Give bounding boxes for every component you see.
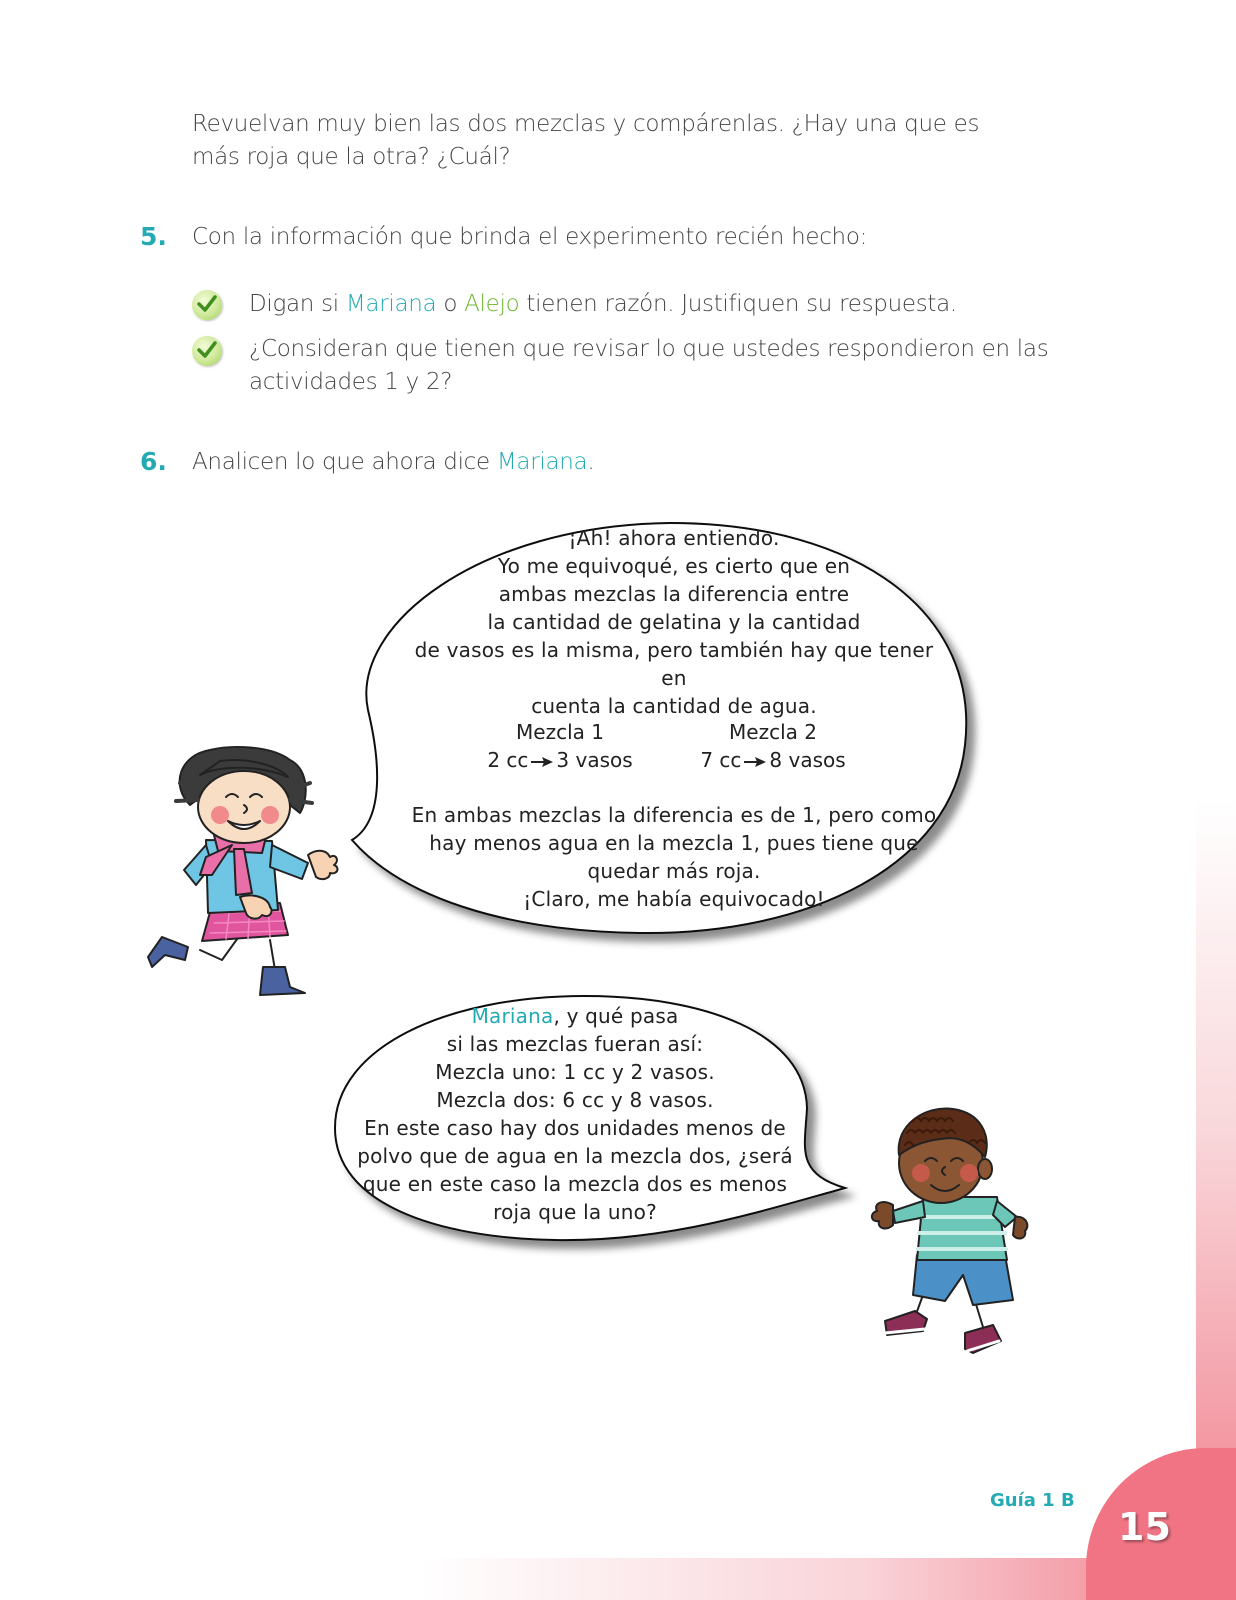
item-5-bullet-1: Digan si Mariana o Alejo tienen razón. Justifiquen su respuesta. xyxy=(249,291,957,317)
item-5-number: 5. xyxy=(140,222,167,251)
mixture-1: Mezcla 1 2 cc 3 vasos xyxy=(487,720,633,772)
bubble-2-text: Mariana, y qué pasa si las mezclas fueran así: Mezcla uno: 1 cc y 2 vasos. Mezcla dos: 6 cc y 8 vasos. En este caso hay dos unidades menos de polvo que de agua en la mezcla dos, ¿será que en este caso la mezcla dos es menos roja que la uno? xyxy=(357,1004,793,1224)
item-6-number: 6. xyxy=(140,447,167,476)
girl-illustration xyxy=(140,745,360,1000)
check-icon xyxy=(192,290,222,320)
item-5-text: Con la información que brinda el experimento recién hecho: xyxy=(192,224,868,250)
name-mariana: Mariana xyxy=(496,449,588,475)
boy-illustration xyxy=(865,1105,1035,1360)
name-mariana: Mariana xyxy=(471,1004,554,1028)
item-5-bullet-2-line-2: actividades 1 y 2? xyxy=(249,369,453,395)
intro-line-1: Revuelvan muy bien las dos mezclas y compárenlas. ¿Hay una que es xyxy=(192,111,980,137)
item-5-bullet-2-line-1: ¿Consideran que tienen que revisar lo que ustedes respondieron en las xyxy=(249,336,1049,362)
arrow-icon xyxy=(743,756,767,768)
name-mariana: Mariana xyxy=(345,291,437,317)
guide-label: Guía 1 B xyxy=(990,1490,1075,1511)
intro-line-2: más roja que la otra? ¿Cuál? xyxy=(192,144,511,170)
item-6-text: Analicen lo que ahora dice Mariana. xyxy=(192,449,595,475)
mixture-2: Mezcla 2 7 cc 8 vasos xyxy=(700,720,846,772)
arrow-icon xyxy=(530,756,554,768)
page-number: 15 xyxy=(1118,1505,1171,1549)
name-alejo: Alejo xyxy=(464,291,520,317)
bubble-1-conclusion: En ambas mezclas la diferencia es de 1, pero como hay menos agua en la mezcla 1, pues tiene que quedar más roja. ¡Claro, me había equivocado! xyxy=(411,803,937,911)
check-icon xyxy=(192,336,222,366)
bubble-1-intro: ¡Ah! ahora entiendo. Yo me equivoqué, es cierto que en ambas mezclas la diferencia entre la cantidad de gelatina y la cantidad de vasos es la misma, pero también hay que tener en cuenta la cantidad de agua. xyxy=(414,526,934,718)
